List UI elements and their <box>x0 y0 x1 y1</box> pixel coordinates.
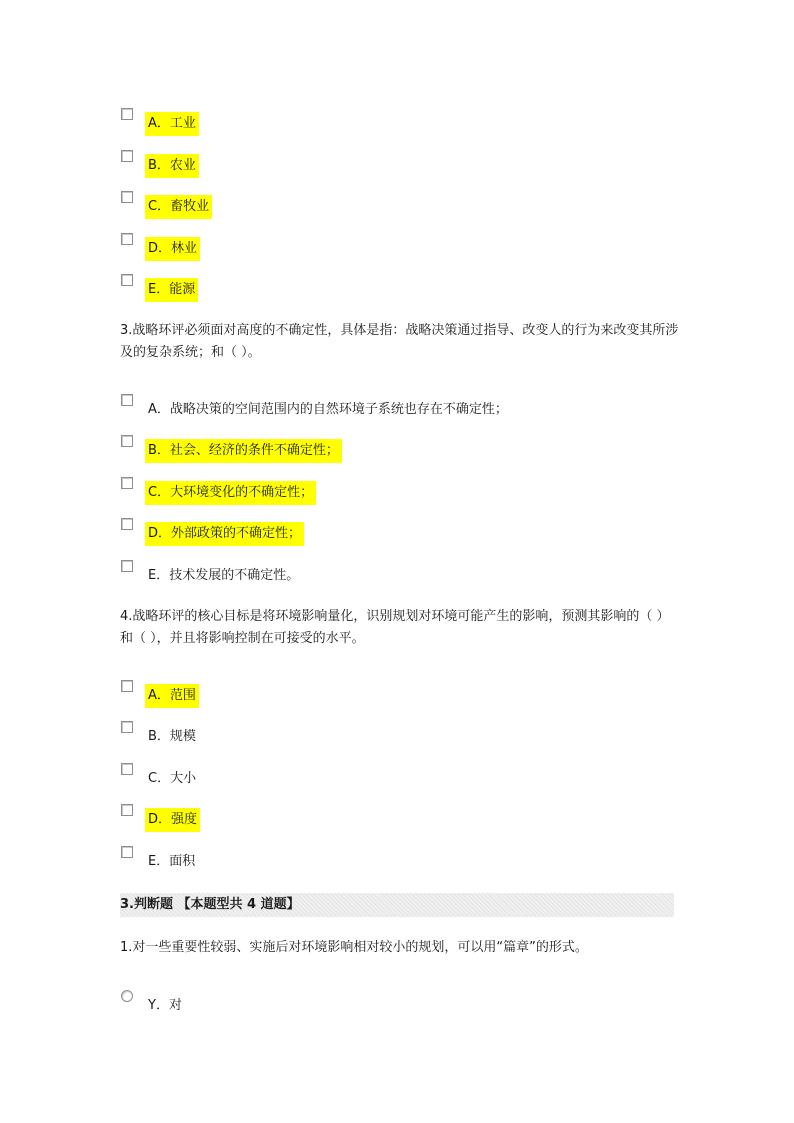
option-label: D．强度 <box>145 808 200 832</box>
option-label: C．大环境变化的不确定性； <box>145 481 316 505</box>
option-label: E．能源 <box>145 278 198 302</box>
option-label: E．技术发展的不确定性。 <box>148 568 300 583</box>
option-label: E．面积 <box>148 854 196 869</box>
radio-button[interactable] <box>121 990 133 1002</box>
checkbox[interactable] <box>121 394 133 406</box>
checkbox[interactable] <box>121 680 133 692</box>
checkbox[interactable] <box>121 108 133 120</box>
tf-question-1-text: 1.对一些重要性较弱、实施后对环境影响相对较小的规划，可以用“篇章”的形式。 <box>120 940 588 955</box>
option-label: D．外部政策的不确定性； <box>145 522 304 546</box>
checkbox[interactable] <box>121 560 133 572</box>
checkbox[interactable] <box>121 763 133 775</box>
option-label: C．畜牧业 <box>145 195 212 219</box>
option-label: A．战略决策的空间范围内的自然环境子系统也存在不确定性； <box>148 402 508 417</box>
option-label: Y．对 <box>148 998 182 1013</box>
checkbox[interactable] <box>121 150 133 162</box>
option-label: A．范围 <box>145 684 199 708</box>
option-label: B．社会、经济的条件不确定性； <box>145 439 342 463</box>
option-label: B．规模 <box>148 729 196 744</box>
question-3-text: 3.战略环评必须面对高度的不确定性，具体是指：战略决策通过指导、改变人的行为来改变其所涉及的复杂系统；和（ ）。 <box>120 323 679 360</box>
option-label: A．工业 <box>145 112 199 136</box>
checkbox[interactable] <box>121 191 133 203</box>
checkbox[interactable] <box>121 518 133 530</box>
checkbox[interactable] <box>121 721 133 733</box>
checkbox[interactable] <box>121 804 133 816</box>
option-label: D．林业 <box>145 237 200 261</box>
section-header-true-false: 3.判断题 【本题型共 4 道题】 <box>120 893 674 917</box>
question-4-text: 4.战略环评的核心目标是将环境影响量化，识别规划对环境可能产生的影响，预测其影响的（ ）和（ ），并且将影响控制在可接受的水平。 <box>120 609 670 646</box>
option-label: C．大小 <box>148 771 197 786</box>
checkbox[interactable] <box>121 233 133 245</box>
option-label: B．农业 <box>145 154 199 178</box>
checkbox[interactable] <box>121 846 133 858</box>
checkbox[interactable] <box>121 274 133 286</box>
checkbox[interactable] <box>121 435 133 447</box>
checkbox[interactable] <box>121 477 133 489</box>
